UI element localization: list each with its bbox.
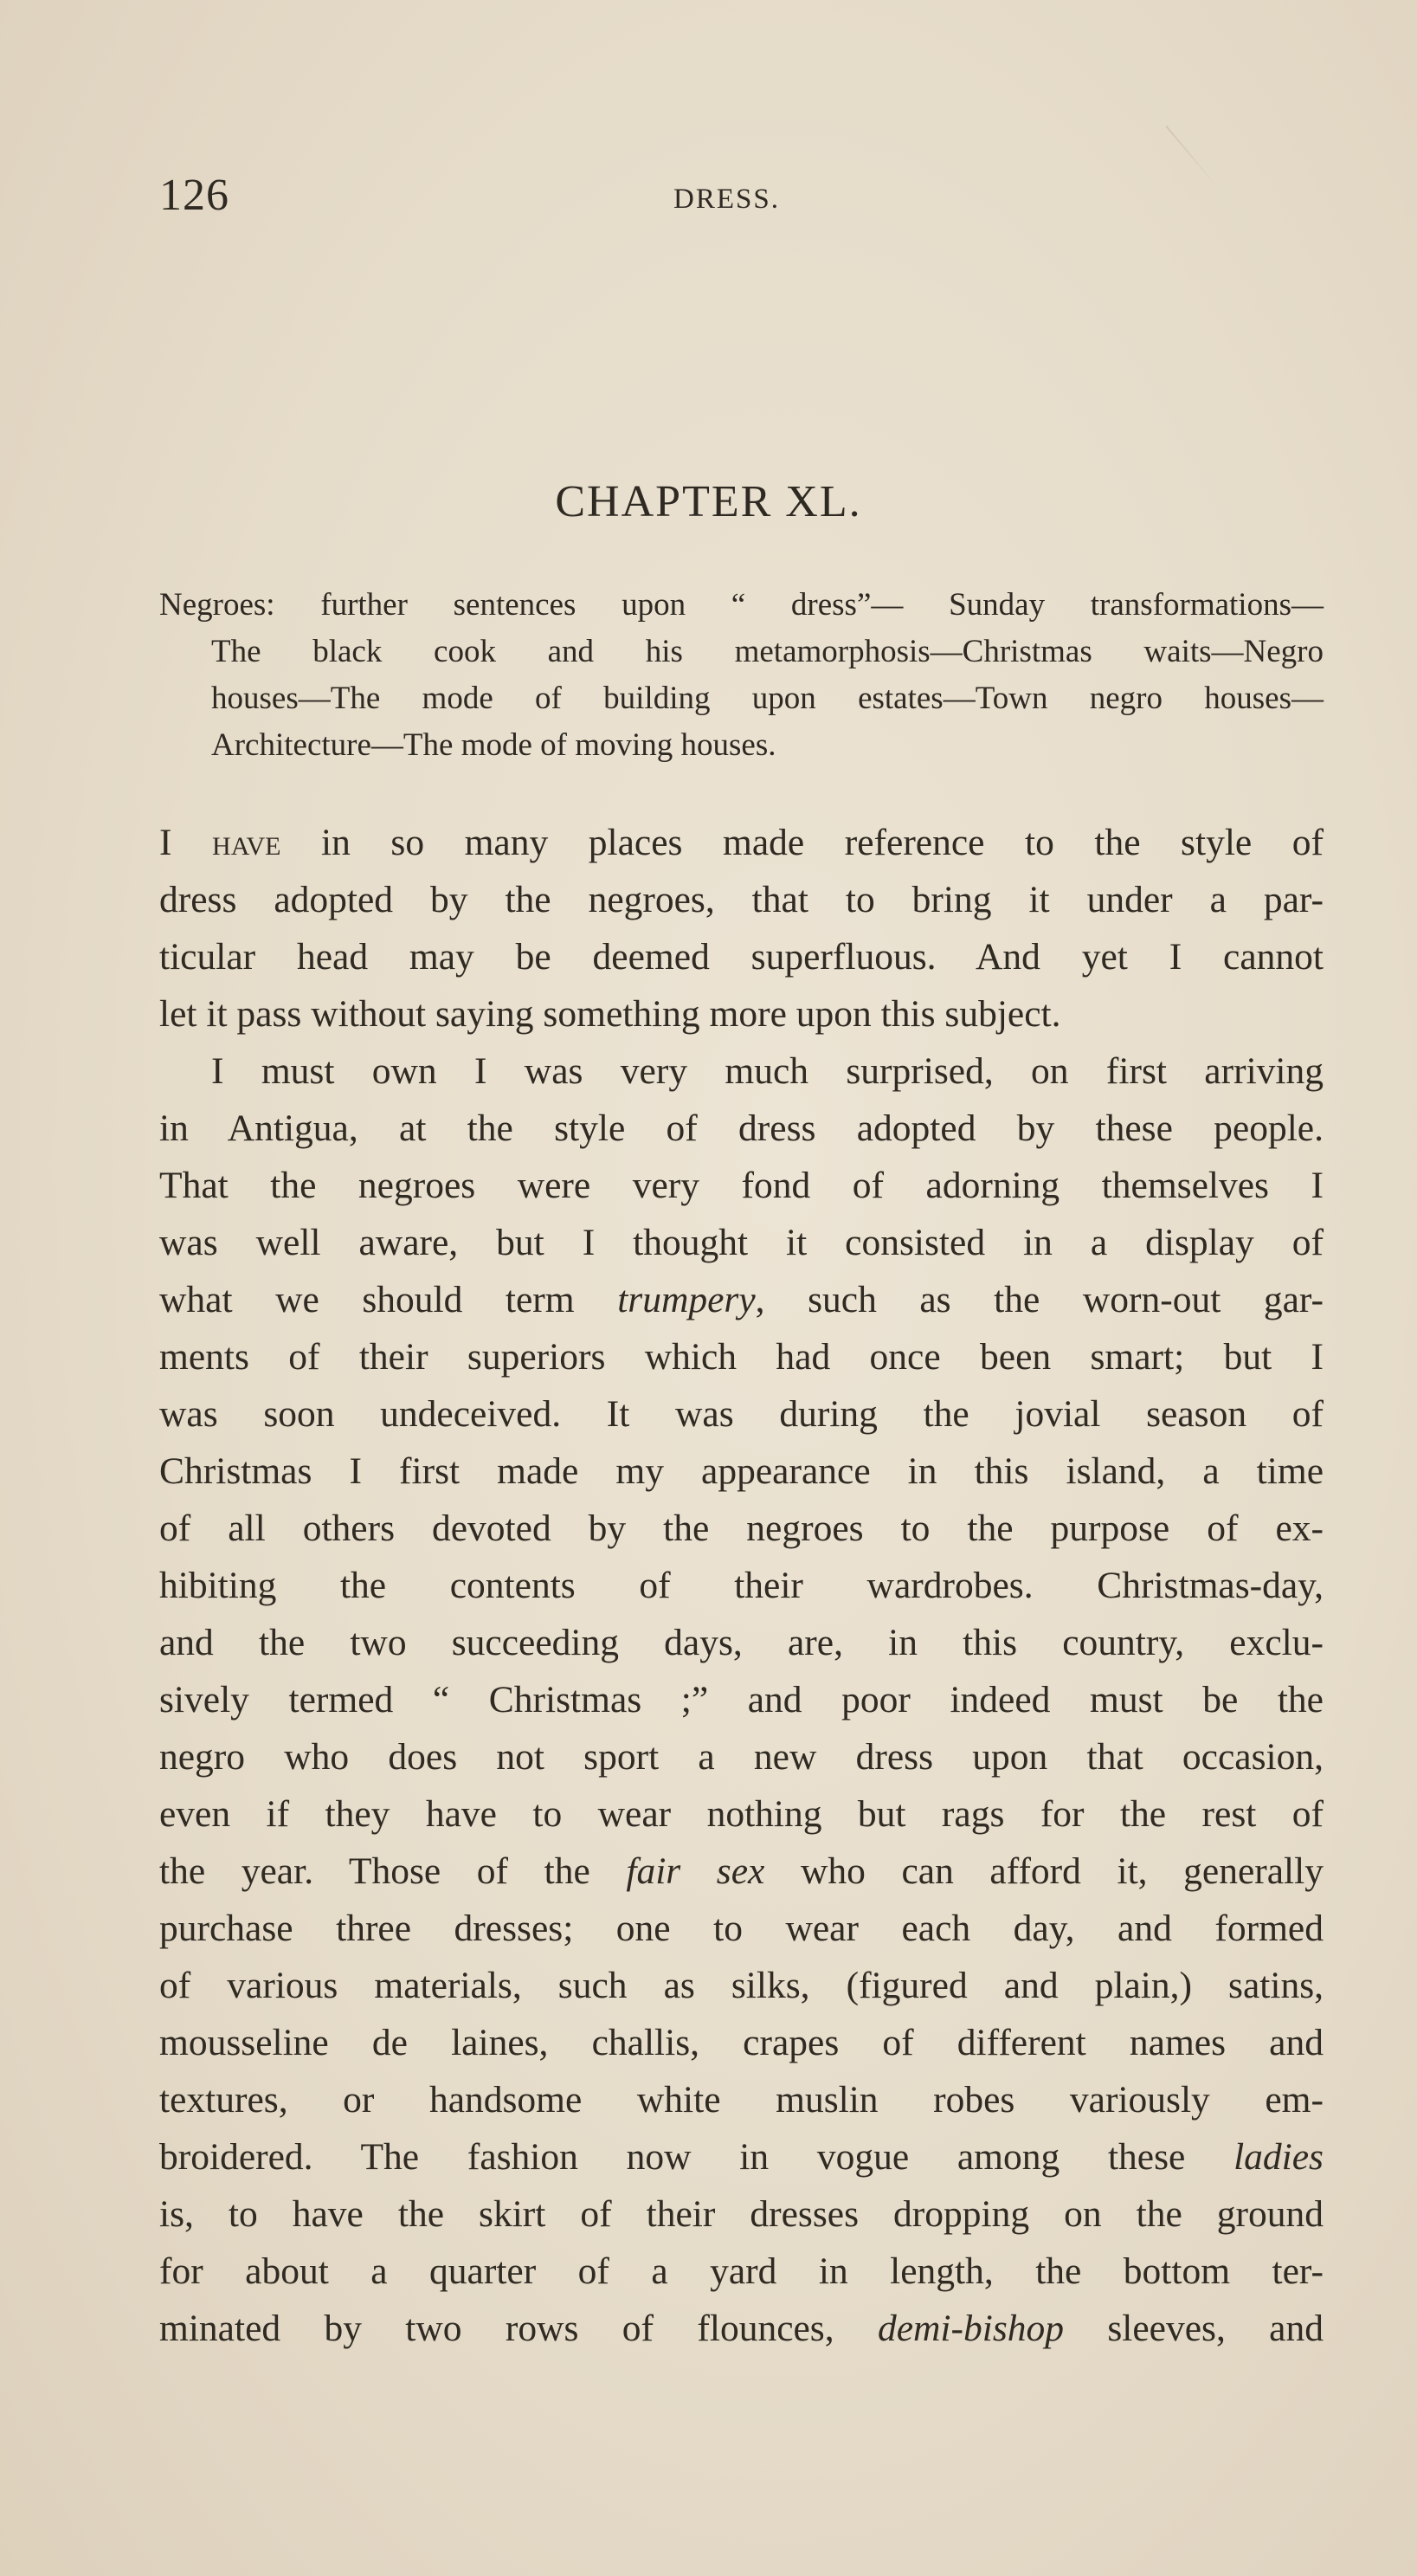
chapter-summary [159, 582, 1324, 769]
text-line: and the two succeeding days, are, in this country, exclu- [159, 1622, 1324, 1663]
page-number: 126 [159, 171, 229, 220]
text-line: That the negroes were very fond of adorning themselves I [159, 1165, 1324, 1206]
text-line: for about a quarter of a yard in length, the bottom ter- [159, 2250, 1324, 2292]
opening-words: have [212, 822, 281, 863]
italic-word: demi-bishop [877, 2308, 1065, 2349]
text-line [159, 814, 1324, 871]
summary-line: Negroes: further sentences upon “ dress”— Sunday transformations— [159, 587, 1324, 623]
text-line [159, 1271, 1324, 1328]
text-line: of various materials, such as silks, (figured and plain,) satins, [159, 1965, 1324, 2006]
italic-word: trumpery [617, 1279, 756, 1320]
text-line: ticular head may be deemed superfluous. And yet I cannot [159, 936, 1324, 978]
line-text: , such as the worn-out gar- [755, 1279, 1324, 1320]
text-line: let it pass without saying something more upon this subject. [159, 993, 1061, 1035]
text-line [159, 2300, 1324, 2357]
text-line: ments of their superiors which had once been smart; but I [159, 1336, 1324, 1378]
line-text: sleeves, and [1064, 2308, 1324, 2349]
summary-line: houses—The mode of building upon estates—Town negro houses— [211, 681, 1324, 716]
text-line: I must own I was very much surprised, on first arriving [211, 1050, 1324, 1092]
text-line [159, 2128, 1324, 2185]
text-line: of all others devoted by the negroes to the purpose of ex- [159, 1508, 1324, 1549]
text-line: mousseline de laines, challis, crapes of different names and [159, 2022, 1324, 2063]
summary-line: The black cook and his metamorphosis—Christmas waits—Negro [211, 634, 1324, 669]
line-text: what we should term [159, 1279, 618, 1320]
line-text: minated by two rows of flounces, [159, 2308, 878, 2349]
text-line: was well aware, but I thought it consisted in a display of [159, 1222, 1324, 1263]
text-line: negro who does not sport a new dress upon that occasion, [159, 1736, 1324, 1778]
text-line: in Antigua, at the style of dress adopted by these people. [159, 1107, 1324, 1149]
text-line: hibiting the contents of their wardrobes. Christmas-day, [159, 1565, 1324, 1606]
italic-word: ladies [1233, 2136, 1324, 2178]
line-text: broidered. The fashion now in vogue among these [159, 2136, 1234, 2178]
drop-initial: I [159, 822, 213, 863]
text-line [159, 1843, 1324, 1900]
text-line: dress adopted by the negroes, that to bring it under a par- [159, 879, 1324, 920]
text-line: is, to have the skirt of their dresses dropping on the ground [159, 2193, 1324, 2235]
line-text: who can afford it, generally [764, 1850, 1324, 1892]
running-head [0, 170, 1417, 230]
summary-line: Architecture—The mode of moving houses. [211, 727, 776, 763]
text-line: was soon undeceived. It was during the jovial season of [159, 1393, 1324, 1435]
line-text: the year. Those of the [159, 1850, 627, 1892]
text-line: sively termed “ Christmas ;” and poor indeed must be the [159, 1679, 1324, 1721]
chapter-title: CHAPTER XL. [555, 477, 862, 526]
italic-word: fair sex [626, 1850, 765, 1892]
text-line: purchase three dresses; one to wear each day, and formed [159, 1908, 1324, 1949]
body-text [159, 814, 1324, 2357]
running-title: DRESS. [673, 184, 780, 215]
text-line: Christmas I first made my appearance in this island, a time [159, 1450, 1324, 1492]
text-line: textures, or handsome white muslin robes variously em- [159, 2079, 1324, 2121]
line-text: in so many places made reference to the style of [280, 822, 1324, 863]
text-line: even if they have to wear nothing but rags for the rest of [159, 1793, 1324, 1835]
